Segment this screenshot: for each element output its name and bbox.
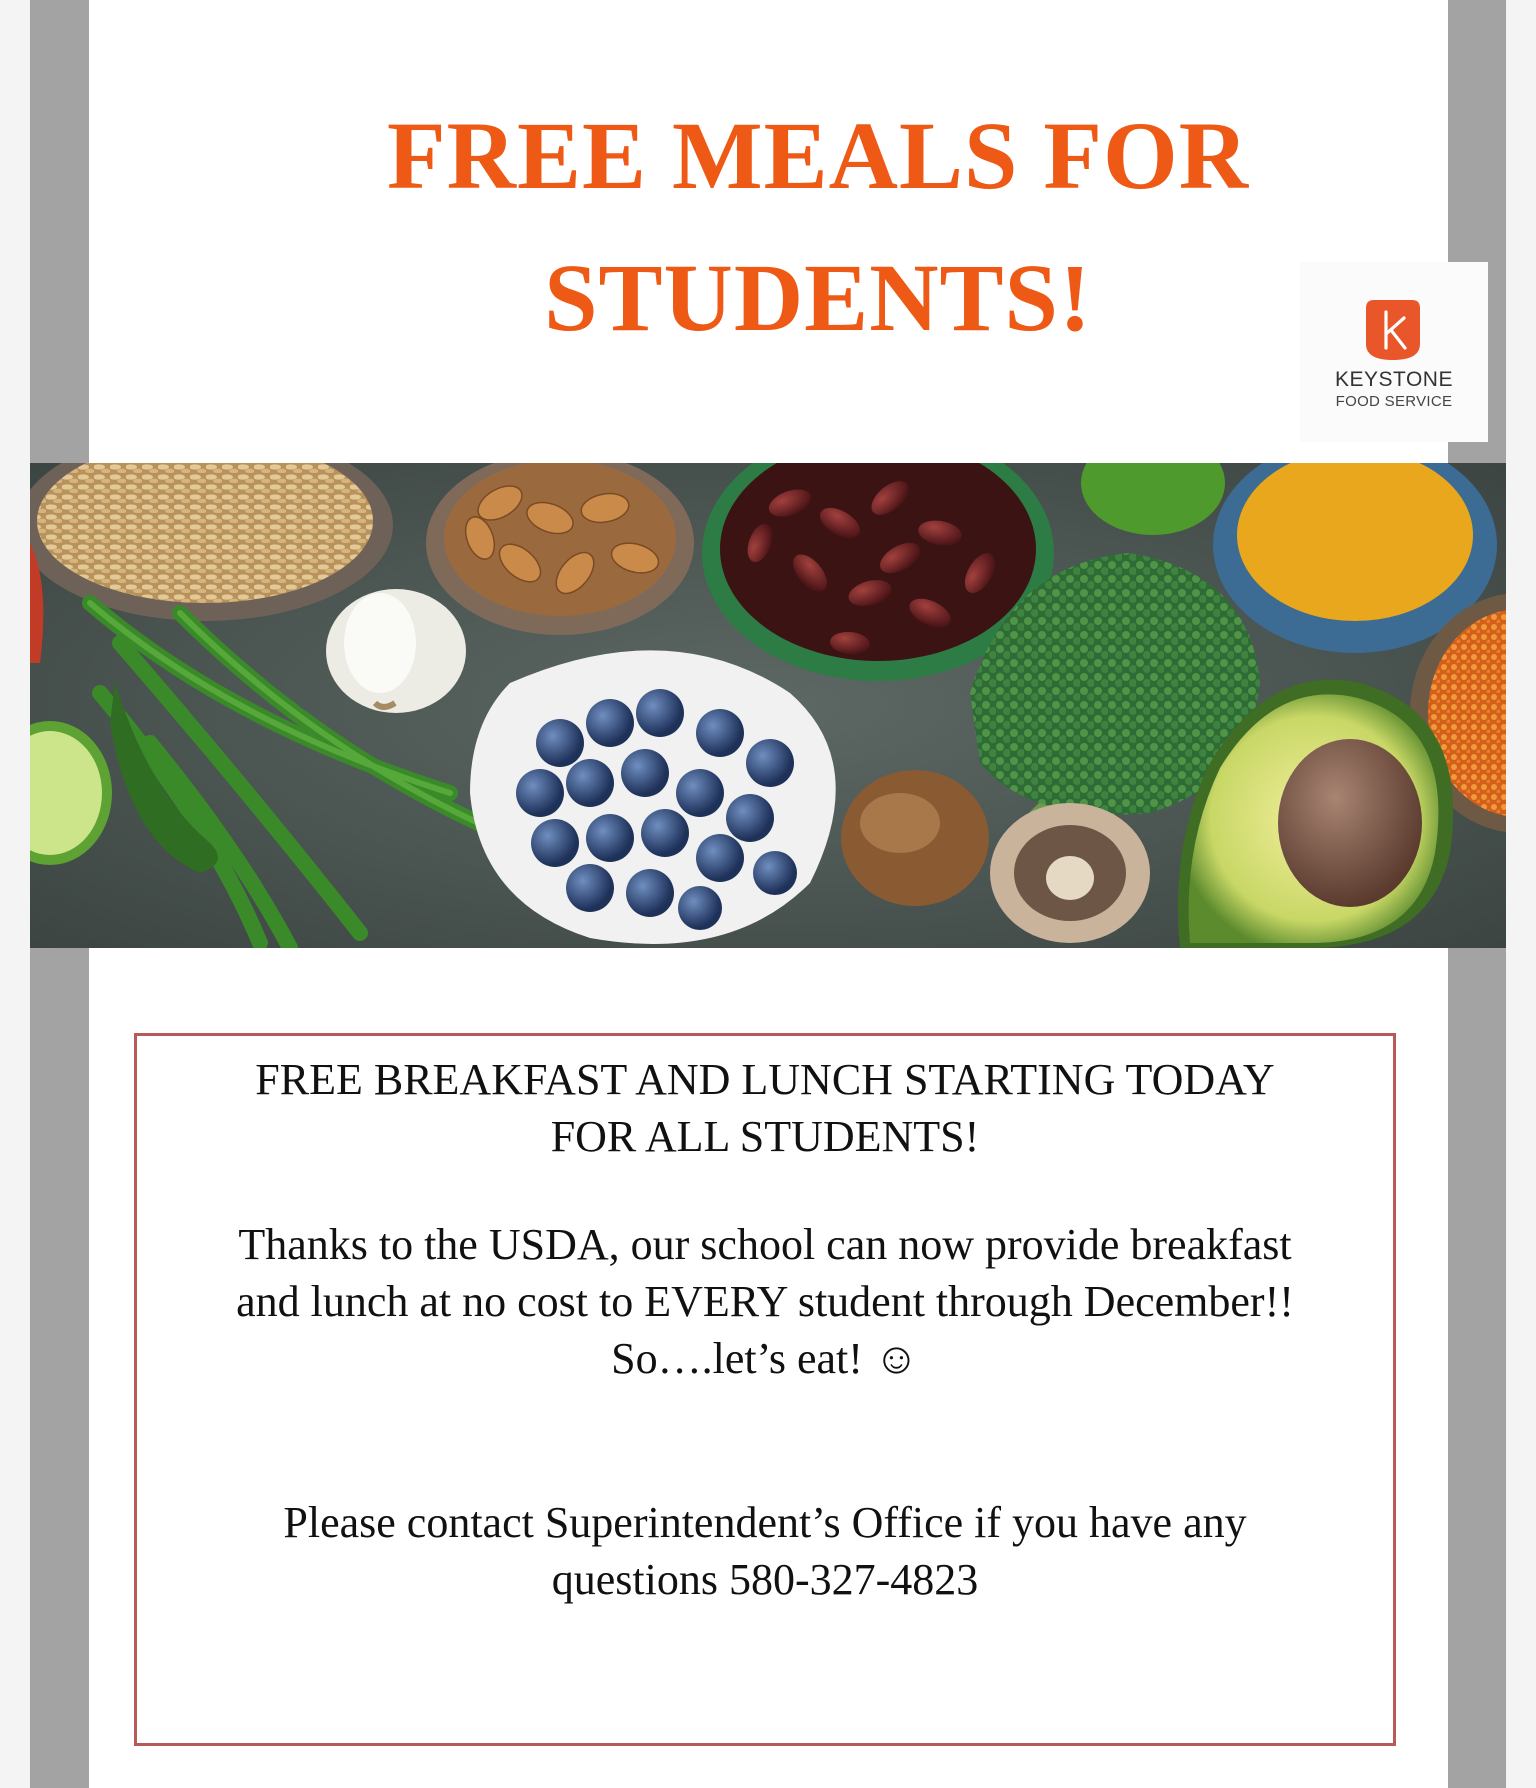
message-box xyxy=(134,1033,1396,1746)
contact-line-1: Please contact Superintendent’s Office if you have any xyxy=(283,1498,1247,1547)
keystone-logo xyxy=(1300,262,1488,442)
logo-subtitle: FOOD SERVICE xyxy=(1335,393,1453,410)
title-line-1: FREE MEALS FOR xyxy=(386,102,1250,209)
food-banner-image xyxy=(30,463,1506,948)
contact-line-2: questions 580-327-4823 xyxy=(551,1555,979,1604)
headline-line-1: FREE BREAKFAST AND LUNCH STARTING TODAY xyxy=(255,1055,1275,1104)
body-line-3: So….let’s eat! ☺ xyxy=(611,1334,919,1383)
logo-name: KEYSTONE xyxy=(1335,368,1453,391)
body-line-1: Thanks to the USDA, our school can now provide breakfast xyxy=(238,1220,1292,1269)
headline-line-2: FOR ALL STUDENTS! xyxy=(550,1112,980,1161)
body-line-2: and lunch at no cost to EVERY student through December!! xyxy=(236,1277,1294,1326)
keystone-k-icon xyxy=(1364,298,1422,362)
food-banner-illustration xyxy=(30,463,1506,948)
title-line-2: STUDENTS! xyxy=(544,244,1092,351)
